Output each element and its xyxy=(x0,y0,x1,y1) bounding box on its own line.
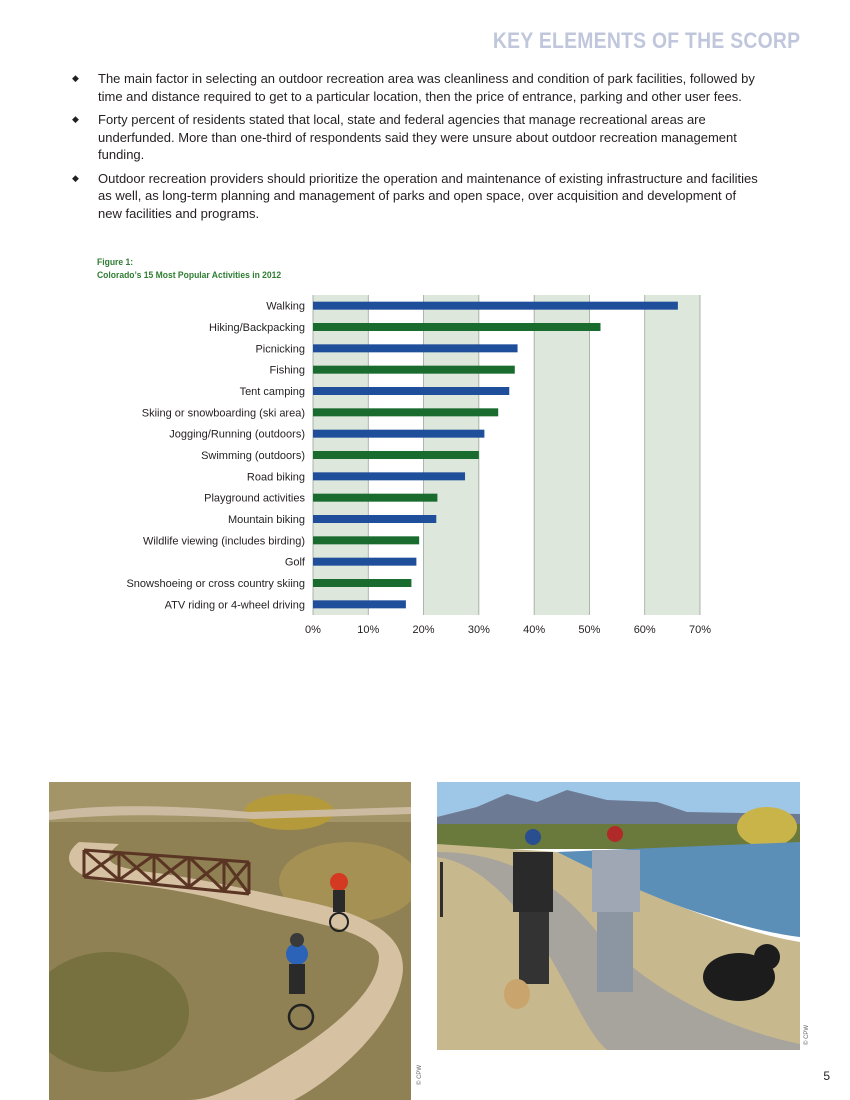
bar-playground-activities xyxy=(313,494,437,502)
activities-bar-chart xyxy=(90,290,730,650)
category-label: Fishing xyxy=(269,364,305,377)
diamond-bullet-icon: ◆ xyxy=(72,172,79,183)
bar-road-biking xyxy=(313,472,465,480)
bar-atv-riding-or-4-wheel-driving xyxy=(313,600,406,608)
bar-tent-camping xyxy=(313,387,509,395)
category-label: Swimming (outdoors) xyxy=(201,450,305,462)
figure-title: Colorado’s 15 Most Popular Activities in 2012 xyxy=(97,269,282,281)
category-label: Playground activities xyxy=(204,492,305,505)
x-tick-label: 20% xyxy=(412,624,435,636)
bar-wildlife-viewing-includes-birding xyxy=(313,536,419,544)
x-tick-label: 70% xyxy=(688,624,712,636)
category-label: Mountain biking xyxy=(227,514,305,526)
bullet-text: Forty percent of residents stated that local, state and federal agencies that manage recreational areas are underfunded. More than one-third of respondents said they were unsure about outdoor recreation management funding. xyxy=(98,112,737,162)
page-number: 5 xyxy=(823,1069,830,1083)
photo-credit: © CPW xyxy=(417,1064,423,1085)
diamond-bullet-icon: ◆ xyxy=(72,73,79,83)
figure-label: Figure 1: xyxy=(97,257,134,268)
bullet-item xyxy=(72,170,762,223)
bullet-text: The main factor in selecting an outdoor recreation area was cleanliness and condition of park facilities, followed by time and distance required to get to a particular location, then the price of entrance, parking and other user fees. xyxy=(98,71,755,104)
category-label: Road biking xyxy=(246,471,305,484)
figure-caption xyxy=(97,257,281,282)
bar-picnicking xyxy=(313,344,518,352)
photo-dog-walkers xyxy=(437,782,800,1050)
category-label: Wildlife viewing (includes birding) xyxy=(142,535,305,548)
bullet-item xyxy=(72,111,762,164)
x-tick-label: 0% xyxy=(305,624,321,636)
category-label: Picnicking xyxy=(255,343,305,356)
photo-credit: © CPW xyxy=(804,1024,810,1045)
diamond-bullet-icon: ◆ xyxy=(72,114,79,124)
bullet-text: Outdoor recreation providers should prioritize the operation and maintenance of existing infrastructure and facilities as well, as long-term planning and management of parks and open space, over acquisition and development of new facilities and programs. xyxy=(98,170,758,221)
category-label: Tent camping xyxy=(239,386,305,398)
x-tick-label: 60% xyxy=(633,624,656,636)
category-label: Jogging/Running (outdoors) xyxy=(169,428,305,441)
category-label: Hiking/Backpacking xyxy=(209,322,305,334)
key-findings-list xyxy=(72,70,762,228)
x-tick-label: 40% xyxy=(523,624,546,636)
category-label: Walking xyxy=(266,300,305,313)
x-tick-label: 10% xyxy=(357,624,380,636)
category-label: ATV riding or 4-wheel driving xyxy=(164,599,305,612)
bar-swimming-outdoors xyxy=(313,451,479,459)
bar-fishing xyxy=(313,366,515,374)
bar-walking xyxy=(313,302,678,310)
category-label: Golf xyxy=(284,556,305,569)
bar-skiing-or-snowboarding-ski-area xyxy=(313,408,498,416)
bar-mountain-biking xyxy=(313,515,436,523)
x-tick-label: 50% xyxy=(578,624,601,636)
bar-golf xyxy=(313,558,416,566)
grid-band xyxy=(645,295,700,615)
bar-hiking-backpacking xyxy=(313,323,600,331)
category-label: Skiing or snowboarding (ski area) xyxy=(141,407,305,420)
page-header-title: KEY ELEMENTS OF THE SCORP xyxy=(492,28,800,53)
category-label: Snowshoeing or cross country skiing xyxy=(126,578,305,590)
x-tick-label: 30% xyxy=(467,624,490,636)
bullet-item xyxy=(72,70,762,105)
bar-snowshoeing-or-cross-country-skiing xyxy=(313,579,411,587)
bar-jogging-running-outdoors xyxy=(313,430,484,438)
grid-band xyxy=(534,295,589,615)
photo-cyclists xyxy=(49,782,411,1100)
